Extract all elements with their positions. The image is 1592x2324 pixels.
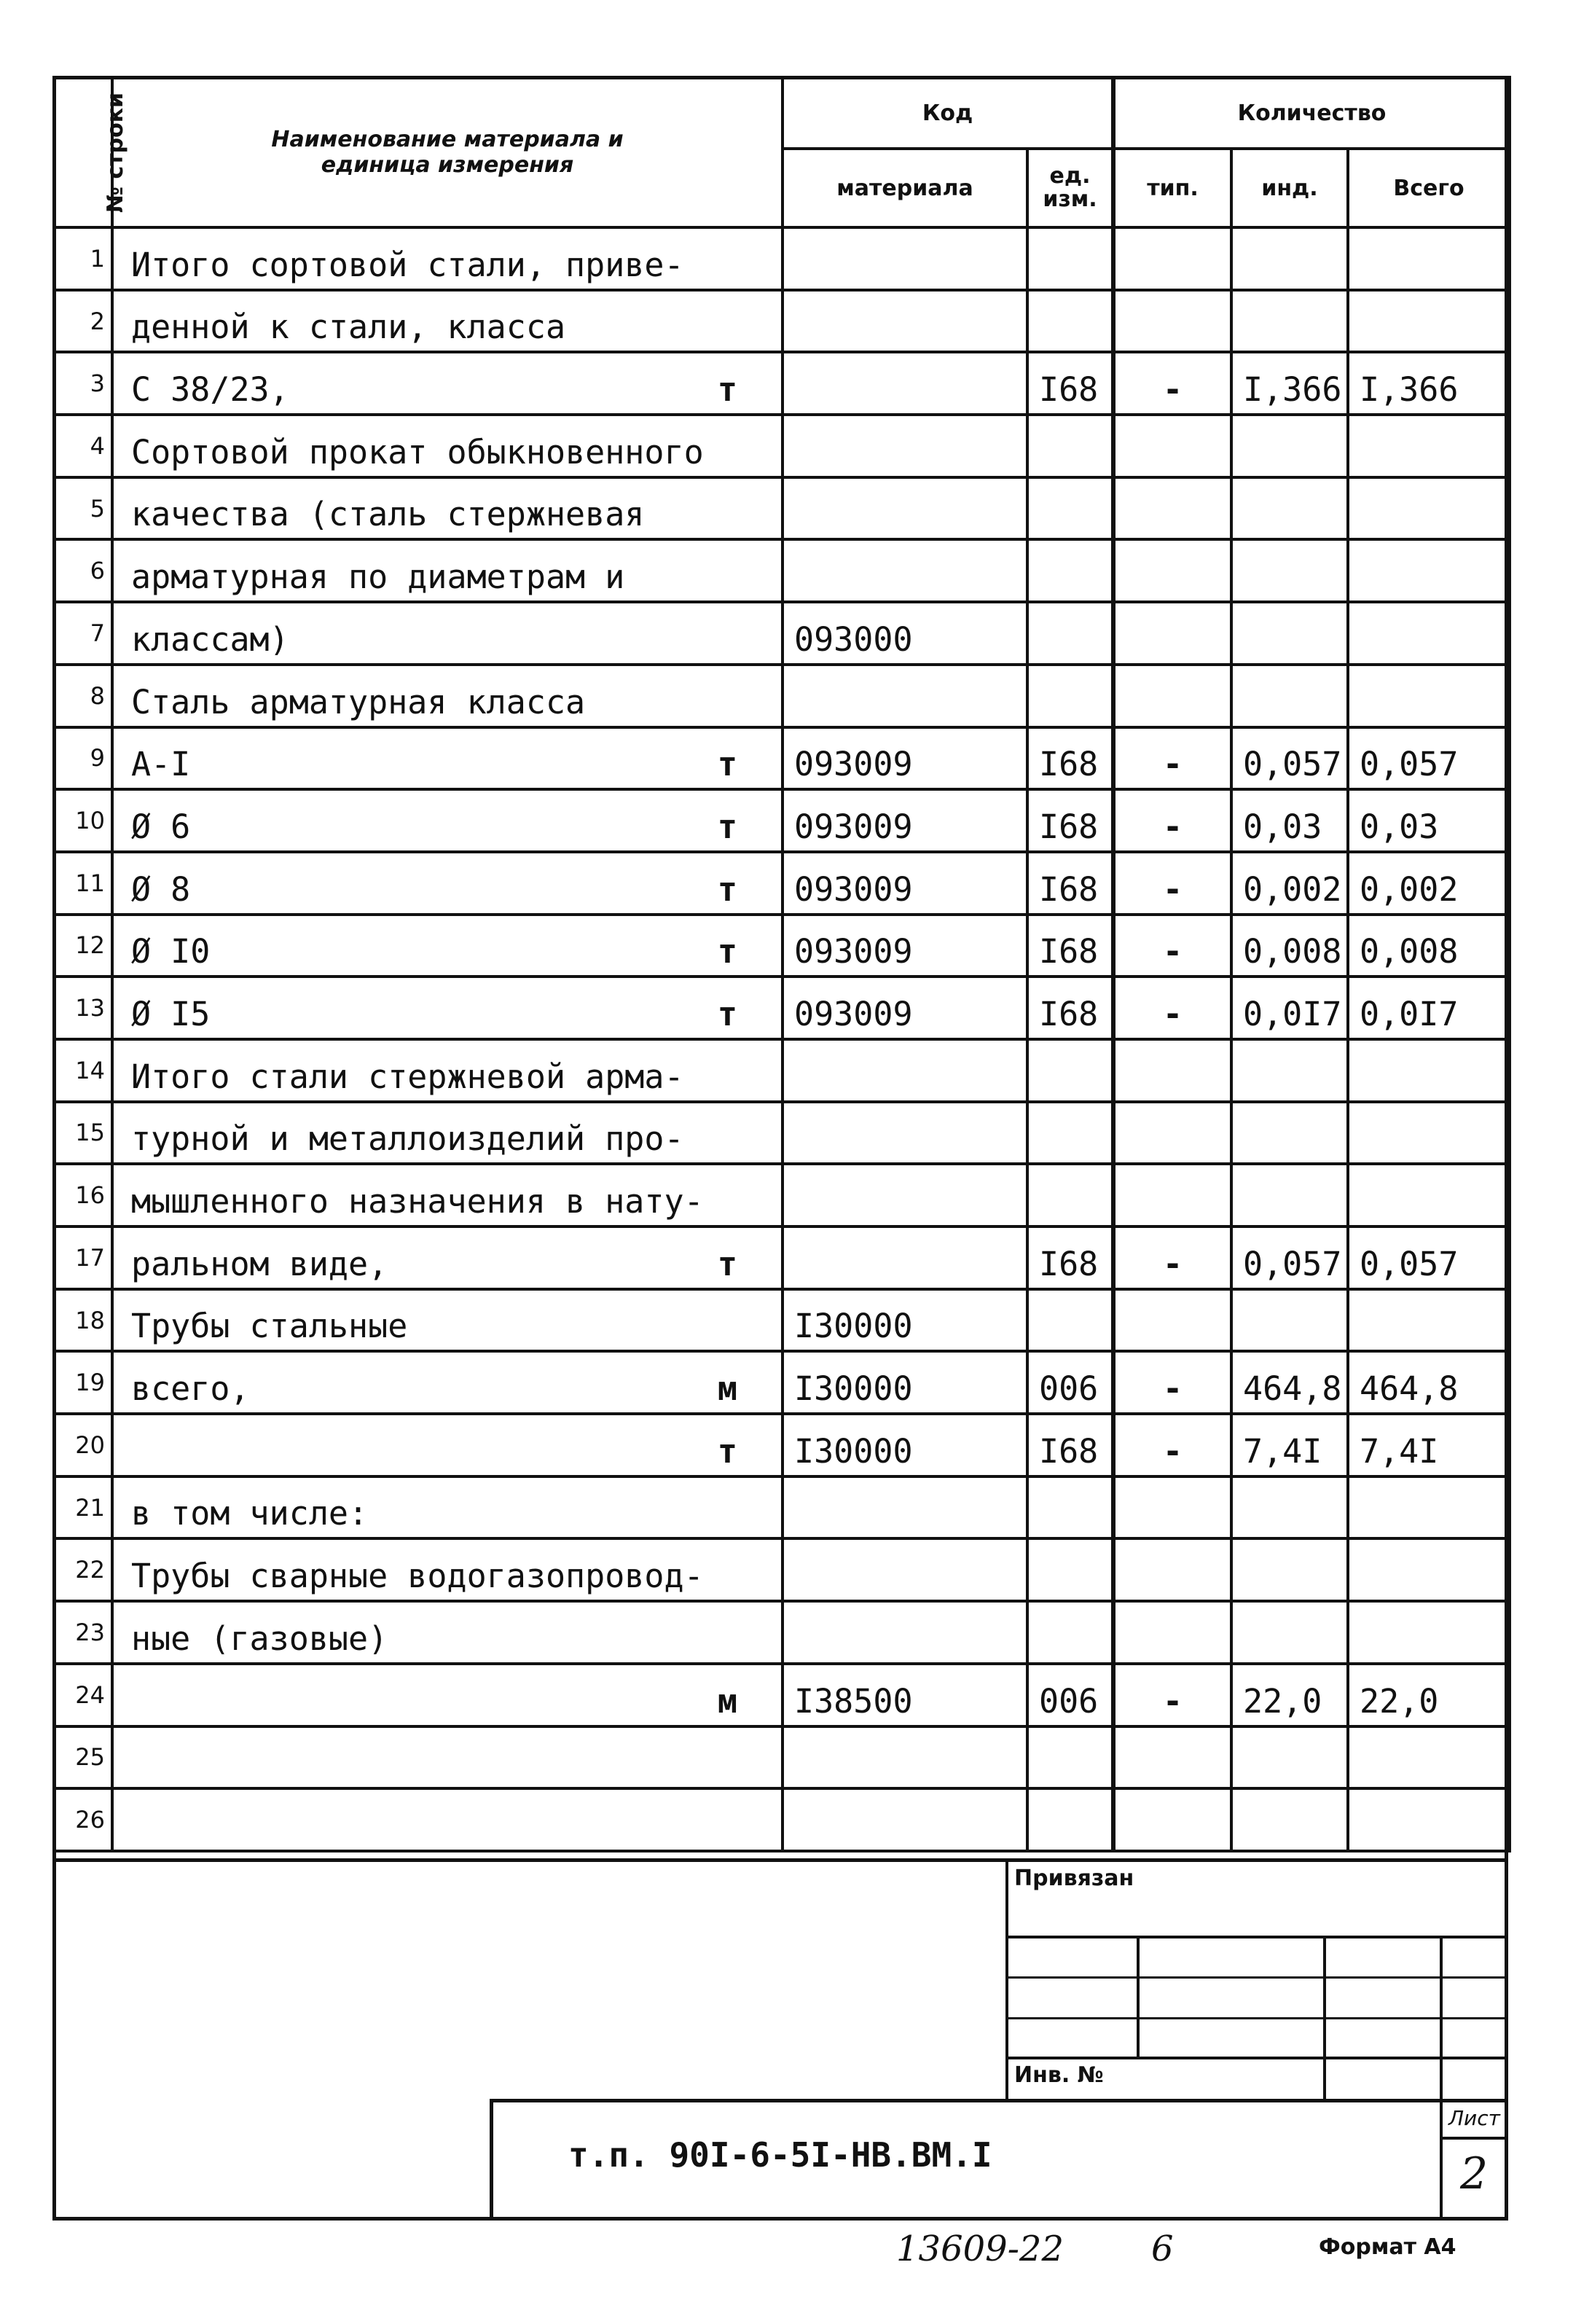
row-number: 18 — [54, 1289, 112, 1352]
unit-of-measure: т — [717, 745, 737, 784]
qty-total: 0,002 — [1360, 869, 1459, 909]
material-code: 093009 — [794, 807, 913, 846]
divider — [52, 1858, 1508, 1862]
qty-ind: 22,0 — [1243, 1681, 1322, 1721]
row-number: 8 — [54, 665, 112, 727]
header-quantity: Количество — [1113, 77, 1510, 149]
material-name: качества (сталь стержневая — [131, 495, 645, 534]
qty-typ: - — [1162, 1431, 1183, 1471]
qty-typ: - — [1162, 370, 1183, 410]
unit-code: I68 — [1039, 869, 1099, 909]
row-number: 19 — [54, 1351, 112, 1414]
qty-ind: 464,8 — [1243, 1369, 1342, 1409]
qty-total: 0,057 — [1360, 745, 1459, 784]
divider — [1005, 2057, 1508, 2059]
material-name: С 38/23, — [131, 370, 289, 410]
material-name: денной к стали, класса — [131, 308, 566, 347]
list-label: Лист — [1448, 2106, 1500, 2130]
divider — [1005, 1976, 1508, 1979]
material-code: I38500 — [794, 1681, 913, 1721]
qty-typ: - — [1162, 1681, 1183, 1721]
unit-code: I68 — [1039, 932, 1099, 971]
header-qty-total: Всего — [1348, 149, 1510, 227]
row-number: 22 — [54, 1538, 112, 1601]
unit-of-measure: м — [717, 1681, 737, 1721]
divider — [1440, 1936, 1443, 2100]
divider — [1137, 1936, 1140, 2057]
row-number: 20 — [54, 1414, 112, 1476]
header-code-unit: ед. изм. — [1027, 149, 1113, 227]
qty-typ: - — [1162, 994, 1183, 1033]
qty-ind: 0,002 — [1243, 869, 1342, 909]
divider — [1323, 1936, 1326, 2100]
material-name: Ø 6 — [131, 807, 191, 846]
material-name: А-I — [131, 745, 191, 784]
material-name: Итого стали стержневой арма- — [131, 1057, 684, 1096]
qty-typ: - — [1162, 745, 1183, 784]
header-code-material: материала — [783, 149, 1027, 227]
material-name: в том числе: — [131, 1494, 369, 1533]
unit-of-measure: т — [717, 370, 737, 410]
unit-of-measure: т — [717, 807, 737, 846]
header-qty-typ: тип. — [1113, 149, 1231, 227]
row-number: 14 — [54, 1039, 112, 1102]
qty-ind: 0,008 — [1243, 932, 1342, 971]
unit-code: I68 — [1039, 807, 1099, 846]
row-number: 5 — [54, 477, 112, 540]
unit-of-measure: т — [717, 1244, 737, 1283]
row-number: 11 — [54, 852, 112, 915]
row-number: 4 — [54, 415, 112, 477]
unit-of-measure: т — [717, 932, 737, 971]
qty-total: I,366 — [1360, 370, 1459, 410]
divider — [490, 2099, 1508, 2102]
privyazan-label: Привязан — [1014, 1866, 1134, 1891]
material-name: мышленного назначения в нату- — [131, 1182, 704, 1221]
divider — [490, 2099, 493, 2220]
row-number: 3 — [54, 352, 112, 415]
material-name: Ø 8 — [131, 869, 191, 909]
unit-of-measure: м — [717, 1369, 737, 1409]
unit-of-measure: т — [717, 1431, 737, 1471]
row-number: 1 — [54, 227, 112, 290]
row-number: 24 — [54, 1664, 112, 1726]
unit-code: I68 — [1039, 994, 1099, 1033]
divider — [1440, 2137, 1508, 2140]
row-number: 13 — [54, 977, 112, 1039]
material-name: Итого сортовой стали, приве- — [131, 245, 684, 284]
row-number: 25 — [54, 1726, 112, 1789]
qty-total: 0,008 — [1360, 932, 1459, 971]
row-number: 2 — [54, 290, 112, 353]
qty-ind: 0,03 — [1243, 807, 1322, 846]
qty-typ: - — [1162, 869, 1183, 909]
material-code: 093009 — [794, 932, 913, 971]
material-name: ные (газовые) — [131, 1619, 388, 1658]
material-code: I30000 — [794, 1307, 913, 1346]
material-name: всего, — [131, 1369, 250, 1409]
unit-code: 006 — [1039, 1681, 1099, 1721]
row-number: 12 — [54, 915, 112, 977]
material-name: арматурная по диаметрам и — [131, 557, 625, 597]
qty-typ: - — [1162, 1244, 1183, 1283]
row-number: 26 — [54, 1788, 112, 1851]
qty-typ: - — [1162, 932, 1183, 971]
qty-total: 0,0I7 — [1360, 994, 1459, 1033]
row-number: 6 — [54, 539, 112, 602]
handwritten-digit: 6 — [1151, 2229, 1174, 2269]
material-code: I30000 — [794, 1431, 913, 1471]
unit-code: I68 — [1039, 745, 1099, 784]
outer-frame — [52, 76, 1508, 2221]
row-number: 16 — [54, 1164, 112, 1226]
qty-ind: 0,057 — [1243, 745, 1342, 784]
material-code: 093000 — [794, 619, 913, 659]
material-name: Сортовой прокат обыкновенного — [131, 432, 704, 472]
qty-total: 22,0 — [1360, 1681, 1439, 1721]
header-material-name: Наименование материала и единица измерения — [112, 77, 783, 227]
qty-total: 7,4I — [1360, 1431, 1439, 1471]
unit-code: I68 — [1039, 1431, 1099, 1471]
list-number: 2 — [1460, 2148, 1489, 2199]
material-name: Ø I5 — [131, 994, 211, 1033]
qty-ind: 0,057 — [1243, 1244, 1342, 1283]
unit-of-measure: т — [717, 994, 737, 1033]
header-row-number: № строки — [54, 77, 112, 227]
material-code: 093009 — [794, 994, 913, 1033]
material-name: классам) — [131, 619, 289, 659]
material-code: 093009 — [794, 745, 913, 784]
qty-total: 464,8 — [1360, 1369, 1459, 1409]
row-number: 23 — [54, 1601, 112, 1664]
qty-ind: I,366 — [1243, 370, 1342, 410]
row-number: 10 — [54, 789, 112, 852]
row-number: 9 — [54, 727, 112, 790]
material-code: I30000 — [794, 1369, 913, 1409]
format-label: Формат А4 — [1319, 2234, 1456, 2260]
qty-total: 0,03 — [1360, 807, 1439, 846]
divider — [1005, 2017, 1508, 2019]
header-qty-ind: инд. — [1231, 149, 1348, 227]
material-code: 093009 — [794, 869, 913, 909]
divider — [1005, 1936, 1508, 1938]
unit-code: I68 — [1039, 370, 1099, 410]
header-code: Код — [783, 77, 1113, 149]
material-name: Ø I0 — [131, 932, 211, 971]
inv-no-label: Инв. № — [1014, 2062, 1104, 2088]
qty-total: 0,057 — [1360, 1244, 1459, 1283]
row-number: 21 — [54, 1476, 112, 1539]
qty-typ: - — [1162, 807, 1183, 846]
divider — [1005, 1858, 1008, 2099]
unit-of-measure: т — [717, 869, 737, 909]
unit-code: 006 — [1039, 1369, 1099, 1409]
material-name: Сталь арматурная класса — [131, 682, 586, 721]
material-name: турной и металлоизделий про- — [131, 1119, 684, 1159]
unit-code: I68 — [1039, 1244, 1099, 1283]
qty-ind: 0,0I7 — [1243, 994, 1342, 1033]
row-number: 17 — [54, 1226, 112, 1289]
qty-typ: - — [1162, 1369, 1183, 1409]
divider — [1440, 2099, 1443, 2220]
material-name: ральном виде, — [131, 1244, 388, 1283]
material-name: Трубы стальные — [131, 1307, 408, 1346]
material-name: Трубы сварные водогазопровод- — [131, 1557, 704, 1596]
document-code: т.п. 90I-6-5I-НВ.ВМ.I — [568, 2135, 992, 2175]
handwritten-number: 13609-22 — [896, 2229, 1064, 2269]
row-number: 7 — [54, 602, 112, 665]
qty-ind: 7,4I — [1243, 1431, 1322, 1471]
row-number: 15 — [54, 1102, 112, 1165]
